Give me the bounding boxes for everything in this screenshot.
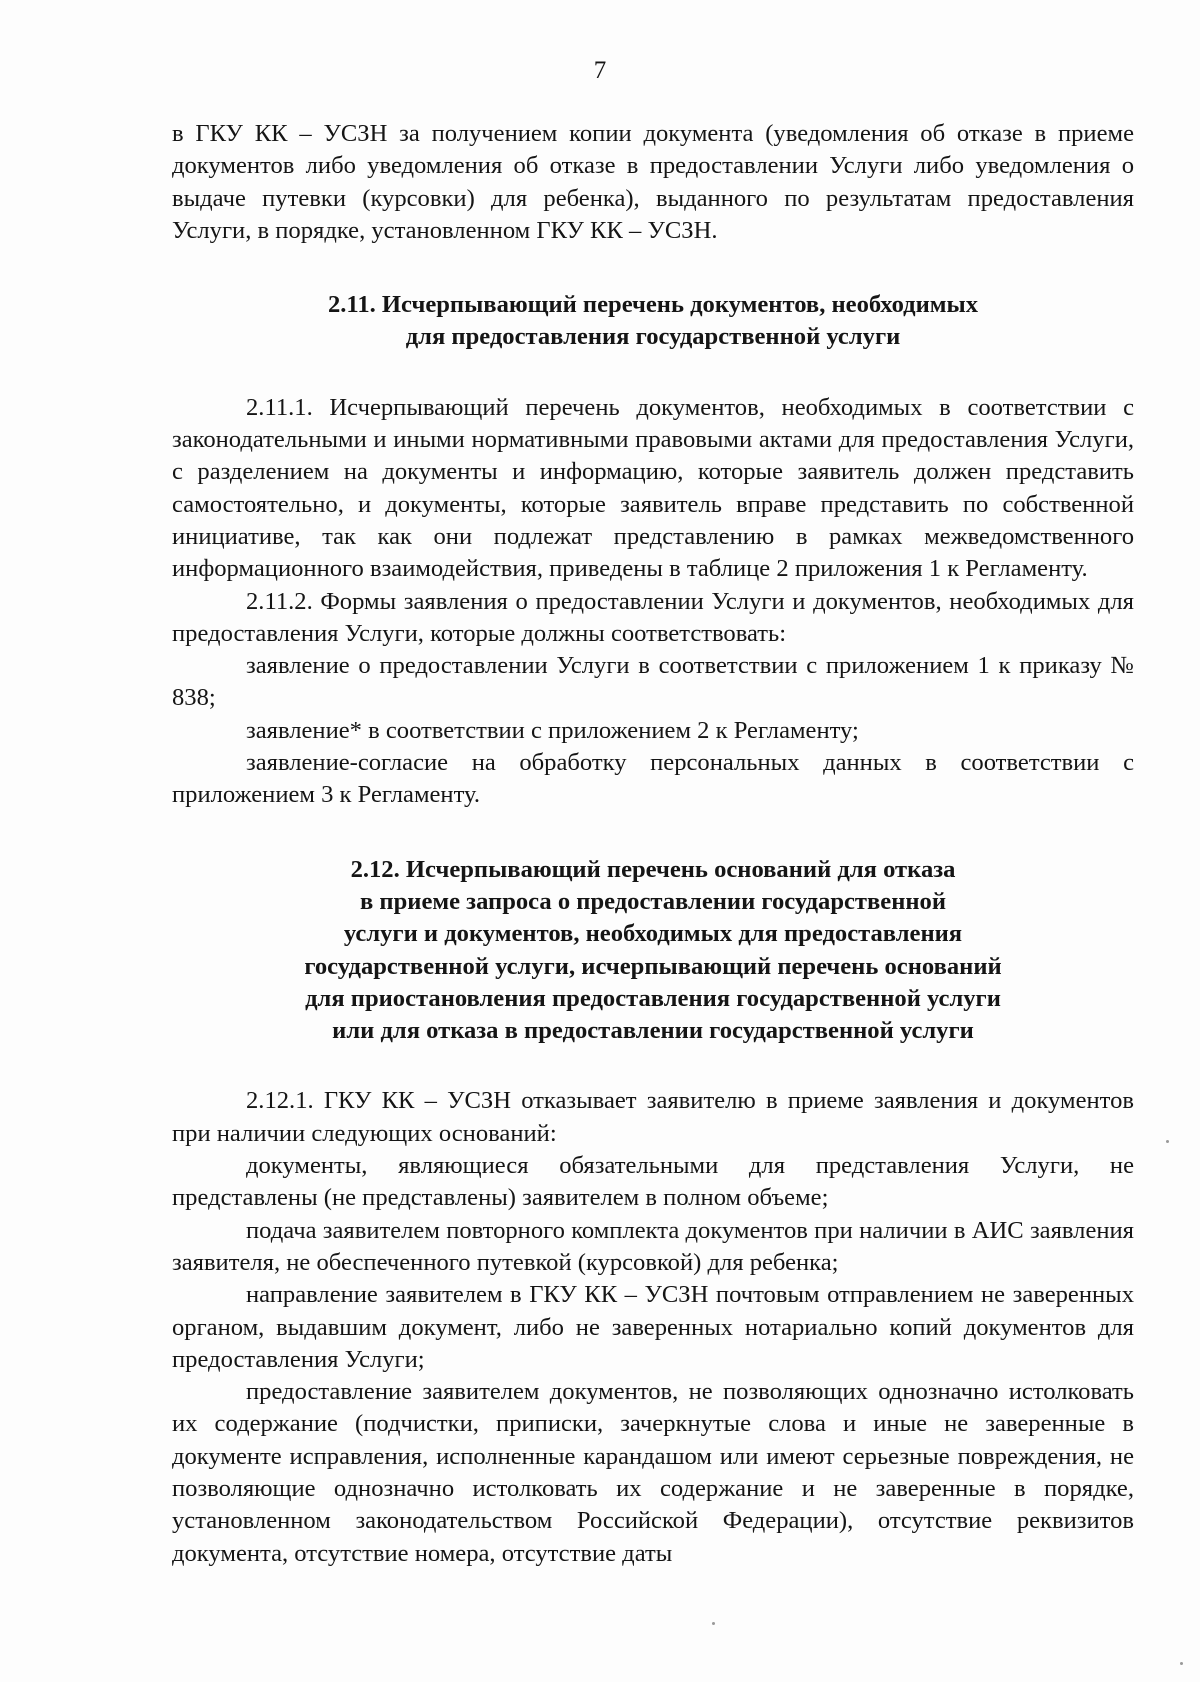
refusal-reason-repeat-submission: подача заявителем повторного комплекта документов при наличии в АИС заявления заявителя, не обеспеченного путевкой (курсовкой) для ребенка;	[172, 1216, 1134, 1276]
form-item-application-appendix-2: заявление* в соответствии с приложением 2 к Регламенту;	[246, 716, 859, 744]
refusal-reason-uncertified-copies: направление заявителем в ГКУ КК – УСЗН почтовым отправлением не заверенных органом, выдавшим документ, либо не заверенных нотариально копий документов для предоставления Услуги;	[172, 1281, 1134, 1373]
refusal-reason-incomplete-documents: документы, являющиеся обязательными для представления Услуги, не представлены (не представлены) заявителем в полном объеме;	[172, 1152, 1134, 1212]
form-item-application: заявление о предоставлении Услуги в соответствии с приложением 1 к приказу № 838;	[172, 652, 1134, 712]
heading-line: или для отказа в предоставлении государственной услуги	[332, 1017, 974, 1045]
heading-line: государственной услуги, исчерпывающий перечень оснований	[304, 952, 1002, 980]
heading-line: в приеме запроса о предоставлении государственной	[360, 887, 946, 915]
heading-line: 2.12. Исчерпывающий перечень оснований для отказа	[350, 855, 956, 883]
heading-line: 2.11. Исчерпывающий перечень документов, необходимых	[327, 291, 979, 319]
scan-speck	[1180, 1662, 1183, 1665]
scan-speck	[712, 1622, 715, 1625]
section-2-11-heading	[172, 289, 1134, 354]
paragraph-2-12-1: 2.12.1. ГКУ КК – УСЗН отказывает заявителю в приеме заявления и документов при наличии следующих оснований:	[172, 1087, 1134, 1147]
page-content	[172, 118, 1134, 1570]
heading-line: для предоставления государственной услуги	[405, 323, 901, 351]
intro-paragraph: в ГКУ КК – УСЗН за получением копии документа (уведомления об отказе в приеме документов либо уведомления об отказе в предоставлении Услуги либо уведомления о выдаче путевки (курсовки) для ребенка), выданного по результатам предоставления Услуги, в порядке, установленном ГКУ КК – УСЗН.	[172, 120, 1134, 244]
section-2-12-heading	[172, 854, 1134, 1048]
page-number: 7	[593, 57, 607, 84]
form-item-consent: заявление-согласие на обработку персональных данных в соответствии с приложением 3 к Регламенту.	[172, 749, 1134, 809]
heading-line: услуги и документов, необходимых для предоставления	[343, 920, 963, 948]
scan-speck	[1166, 1140, 1169, 1143]
refusal-reason-ambiguous-documents: предоставление заявителем документов, не позволяющих однозначно истолковать их содержание (подчистки, приписки, зачеркнутые слова и иные не заверенные в документе исправления, исполненные карандашом или имеют серьезные повреждения, не позволяющие однозначно истолковать их содержание и не заверенные в порядке, установленном законодательством Российской Федерации), отсутствие реквизитов документа, отсутствие номера, отсутствие даты	[172, 1378, 1134, 1567]
paragraph-2-11-1: 2.11.1. Исчерпывающий перечень документов, необходимых в соответствии с законодательными и иными нормативными правовыми актами для предоставления Услуги, с разделением на документы и информацию, которые заявитель должен представить самостоятельно, и документы, которые заявитель вправе представить по собственной инициативе, так как они подлежат представлению в рамках межведомственного информационного взаимодействия, приведены в таблице 2 приложения 1 к Регламенту.	[172, 393, 1134, 583]
heading-line: для приостановления предоставления государственной услуги	[305, 984, 1001, 1012]
paragraph-2-11-2: 2.11.2. Формы заявления о предоставлении Услуги и документов, необходимых для предоставления Услуги, которые должны соответствовать:	[172, 587, 1134, 647]
